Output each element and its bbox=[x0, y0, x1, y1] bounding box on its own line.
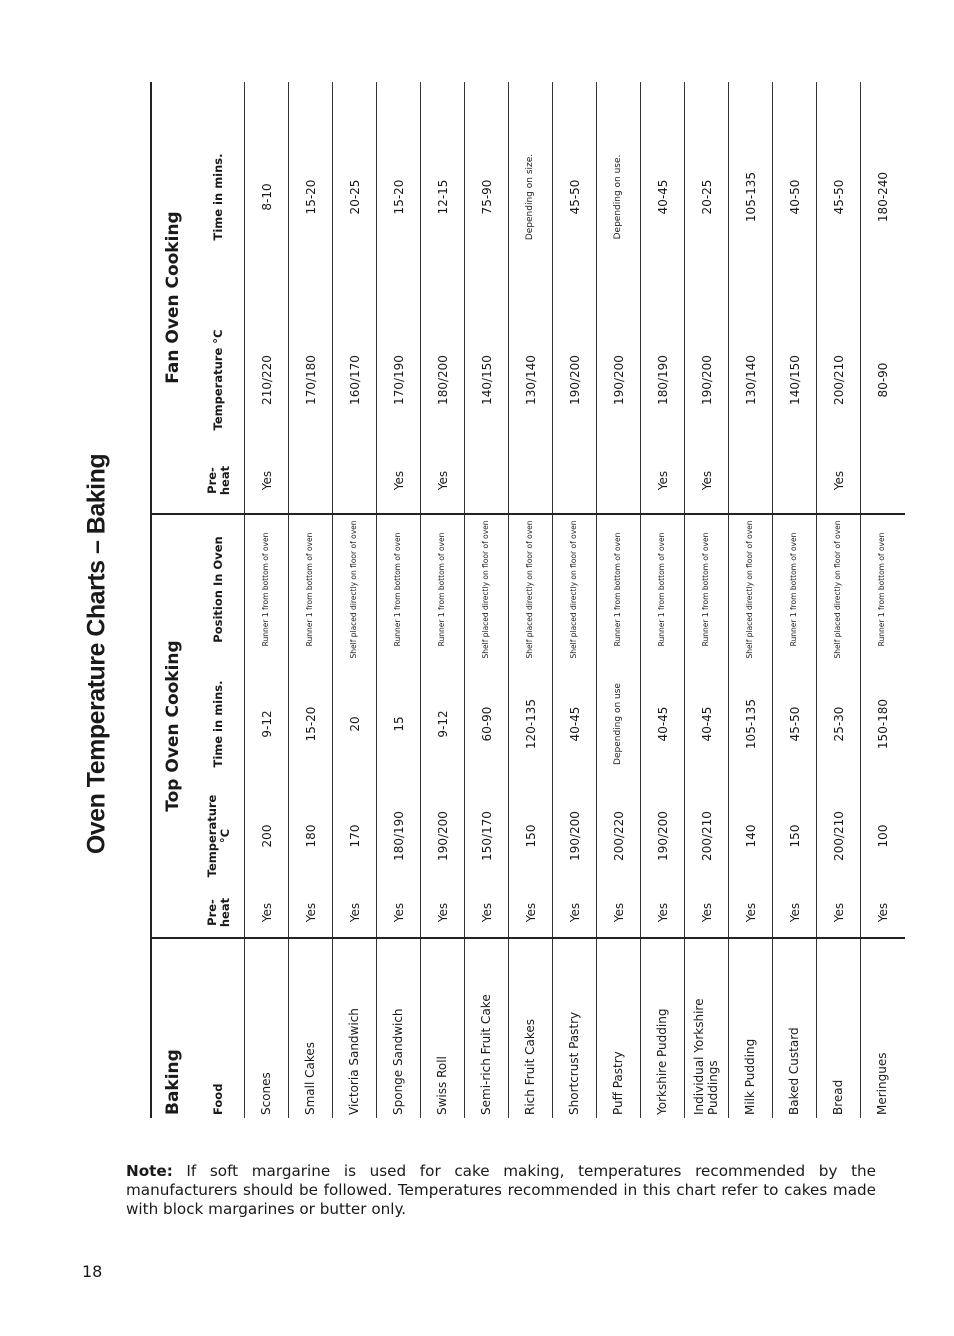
fan-temperature-cell: 170/180 bbox=[289, 312, 333, 448]
top-preheat-cell: Yes bbox=[245, 888, 289, 938]
top-time-cell: 120-135 bbox=[509, 664, 553, 784]
fan-preheat-cell: Yes bbox=[817, 448, 861, 514]
top-preheat-cell: Yes bbox=[685, 888, 729, 938]
fan-time-cell: 40-45 bbox=[641, 82, 685, 312]
fan-preheat-cell bbox=[773, 448, 817, 514]
oven-temperature-table bbox=[150, 82, 905, 1118]
fan-preheat-cell bbox=[597, 448, 641, 514]
fan-time-cell: 20-25 bbox=[333, 82, 377, 312]
column-header-row bbox=[194, 82, 245, 1118]
fan-temperature-cell: 130/140 bbox=[729, 312, 773, 448]
top-temperature-cell: 170 bbox=[333, 784, 377, 888]
header-food: Food bbox=[211, 1083, 226, 1115]
fan-time-cell: 180-240 bbox=[861, 82, 905, 312]
fan-preheat-cell: Yes bbox=[641, 448, 685, 514]
top-time-cell: 105-135 bbox=[729, 664, 773, 784]
fan-time-cell: 12-15 bbox=[421, 82, 465, 312]
table-row bbox=[685, 82, 729, 1118]
table-row bbox=[817, 82, 861, 1118]
top-time-cell: 9-12 bbox=[245, 664, 289, 784]
top-preheat-cell: Yes bbox=[773, 888, 817, 938]
top-temperature-cell: 150 bbox=[773, 784, 817, 888]
table-row bbox=[509, 82, 553, 1118]
top-time-cell: 40-45 bbox=[685, 664, 729, 784]
header-top-preheat: Pre- heat bbox=[194, 888, 245, 938]
table-row bbox=[861, 82, 905, 1118]
top-preheat-cell: Yes bbox=[509, 888, 553, 938]
position-cell: Shelf placed directly on floor of oven bbox=[817, 514, 861, 664]
position-cell: Runner 1 from bottom of oven bbox=[641, 514, 685, 664]
position-cell: Shelf placed directly on floor of oven bbox=[465, 514, 509, 664]
fan-preheat-cell bbox=[465, 448, 509, 514]
fan-time-cell: Depending on use. bbox=[597, 82, 641, 312]
table-row bbox=[729, 82, 773, 1118]
section-header-row bbox=[151, 82, 194, 1118]
top-time-cell: 25-30 bbox=[817, 664, 861, 784]
top-temperature-cell: 190/200 bbox=[641, 784, 685, 888]
fan-time-cell: 40-50 bbox=[773, 82, 817, 312]
fan-time-cell: 45-50 bbox=[553, 82, 597, 312]
food-cell: Victoria Sandwich bbox=[333, 938, 377, 1118]
fan-temperature-cell: 130/140 bbox=[509, 312, 553, 448]
header-fan-temperature: Temperature °C bbox=[211, 329, 226, 431]
table-row bbox=[245, 82, 289, 1118]
header-fan-time: Time in mins. bbox=[211, 153, 226, 241]
fan-temperature-cell: 190/200 bbox=[597, 312, 641, 448]
top-temperature-cell: 140 bbox=[729, 784, 773, 888]
top-time-cell: 15 bbox=[377, 664, 421, 784]
fan-preheat-cell bbox=[289, 448, 333, 514]
top-temperature-cell: 200/210 bbox=[817, 784, 861, 888]
table-body bbox=[245, 82, 905, 1118]
table-row bbox=[465, 82, 509, 1118]
table-row bbox=[773, 82, 817, 1118]
fan-temperature-cell: 200/210 bbox=[817, 312, 861, 448]
table-row bbox=[377, 82, 421, 1118]
baking-chart-rotated bbox=[150, 82, 890, 1118]
food-cell: Yorkshire Pudding bbox=[641, 938, 685, 1118]
page-title bbox=[82, 453, 112, 855]
top-time-cell: 45-50 bbox=[773, 664, 817, 784]
header-top-time: Time in mins. bbox=[211, 680, 226, 768]
top-temperature-cell: 180/190 bbox=[377, 784, 421, 888]
position-cell: Shelf placed directly on floor of oven bbox=[333, 514, 377, 664]
top-temperature-cell: 200 bbox=[245, 784, 289, 888]
top-preheat-cell: Yes bbox=[597, 888, 641, 938]
fan-preheat-cell bbox=[553, 448, 597, 514]
section-top-oven: Top Oven Cooking bbox=[151, 514, 194, 938]
position-cell: Runner 1 from bottom of oven bbox=[421, 514, 465, 664]
top-preheat-cell: Yes bbox=[421, 888, 465, 938]
top-time-cell: 40-45 bbox=[641, 664, 685, 784]
food-cell: Bread bbox=[817, 938, 861, 1118]
fan-preheat-cell bbox=[729, 448, 773, 514]
food-cell: Puff Pastry bbox=[597, 938, 641, 1118]
top-preheat-cell: Yes bbox=[289, 888, 333, 938]
fan-temperature-cell: 210/220 bbox=[245, 312, 289, 448]
fan-temperature-cell: 180/200 bbox=[421, 312, 465, 448]
fan-temperature-cell: 180/190 bbox=[641, 312, 685, 448]
top-time-cell: Depending on use bbox=[597, 664, 641, 784]
position-cell: Runner 1 from bottom of oven bbox=[377, 514, 421, 664]
top-temperature-cell: 190/200 bbox=[421, 784, 465, 888]
fan-temperature-cell: 190/200 bbox=[685, 312, 729, 448]
header-position: Position In Oven bbox=[211, 536, 226, 643]
page-title-text: Oven Temperature Charts – Baking bbox=[82, 453, 111, 855]
top-time-cell: 9-12 bbox=[421, 664, 465, 784]
top-temperature-cell: 150/170 bbox=[465, 784, 509, 888]
table-row bbox=[289, 82, 333, 1118]
fan-time-cell: 20-25 bbox=[685, 82, 729, 312]
note-text: If soft margarine is used for cake making, temperatures recommended by the manufacturers should be followed. Temperatures recommended in this chart refer to cakes made with block margarines or butter only. bbox=[126, 1162, 876, 1218]
food-cell: Scones bbox=[245, 938, 289, 1118]
fan-time-cell: Depending on size. bbox=[509, 82, 553, 312]
top-preheat-cell: Yes bbox=[729, 888, 773, 938]
table-row bbox=[597, 82, 641, 1118]
top-temperature-cell: 180 bbox=[289, 784, 333, 888]
fan-temperature-cell: 170/190 bbox=[377, 312, 421, 448]
food-cell: Swiss Roll bbox=[421, 938, 465, 1118]
position-cell: Runner 1 from bottom of oven bbox=[245, 514, 289, 664]
fan-temperature-cell: 80-90 bbox=[861, 312, 905, 448]
position-cell: Shelf placed directly on floor of oven bbox=[509, 514, 553, 664]
food-cell: Semi-rich Fruit Cake bbox=[465, 938, 509, 1118]
top-temperature-cell: 100 bbox=[861, 784, 905, 888]
position-cell: Runner 1 from bottom of oven bbox=[685, 514, 729, 664]
fan-preheat-cell: Yes bbox=[685, 448, 729, 514]
fan-time-cell: 45-50 bbox=[817, 82, 861, 312]
fan-time-cell: 8-10 bbox=[245, 82, 289, 312]
top-time-cell: 20 bbox=[333, 664, 377, 784]
table-row bbox=[421, 82, 465, 1118]
top-time-cell: 150-180 bbox=[861, 664, 905, 784]
food-cell: Individual Yorkshire Puddings bbox=[685, 938, 729, 1118]
fan-preheat-cell: Yes bbox=[245, 448, 289, 514]
table-row bbox=[333, 82, 377, 1118]
food-cell: Small Cakes bbox=[289, 938, 333, 1118]
top-time-cell: 15-20 bbox=[289, 664, 333, 784]
fan-preheat-cell: Yes bbox=[377, 448, 421, 514]
section-fan-oven: Fan Oven Cooking bbox=[151, 82, 194, 514]
fan-temperature-cell: 140/150 bbox=[465, 312, 509, 448]
position-cell: Shelf placed directly on floor of oven bbox=[553, 514, 597, 664]
food-cell: Sponge Sandwich bbox=[377, 938, 421, 1118]
food-cell: Milk Pudding bbox=[729, 938, 773, 1118]
food-cell: Meringues bbox=[861, 938, 905, 1118]
header-top-temperature: Temperature °C bbox=[204, 794, 232, 878]
position-cell: Runner 1 from bottom of oven bbox=[597, 514, 641, 664]
top-temperature-cell: 150 bbox=[509, 784, 553, 888]
top-temperature-cell: 190/200 bbox=[553, 784, 597, 888]
fan-preheat-cell: Yes bbox=[421, 448, 465, 514]
position-cell: Shelf placed directly on floor of oven bbox=[729, 514, 773, 664]
page-number: 18 bbox=[82, 1262, 103, 1281]
position-cell: Runner 1 from bottom of oven bbox=[289, 514, 333, 664]
fan-time-cell: 75-90 bbox=[465, 82, 509, 312]
position-cell: Runner 1 from bottom of oven bbox=[773, 514, 817, 664]
table-row bbox=[641, 82, 685, 1118]
header-fan-preheat: Pre- heat bbox=[194, 448, 245, 514]
fan-preheat-cell bbox=[509, 448, 553, 514]
top-preheat-cell: Yes bbox=[465, 888, 509, 938]
food-cell: Baked Custard bbox=[773, 938, 817, 1118]
section-baking: Baking bbox=[151, 938, 194, 1118]
top-temperature-cell: 200/220 bbox=[597, 784, 641, 888]
fan-temperature-cell: 190/200 bbox=[553, 312, 597, 448]
top-time-cell: 40-45 bbox=[553, 664, 597, 784]
food-cell: Shortcrust Pastry bbox=[553, 938, 597, 1118]
top-preheat-cell: Yes bbox=[641, 888, 685, 938]
top-preheat-cell: Yes bbox=[817, 888, 861, 938]
fan-time-cell: 15-20 bbox=[289, 82, 333, 312]
top-preheat-cell: Yes bbox=[333, 888, 377, 938]
position-cell: Runner 1 from bottom of oven bbox=[861, 514, 905, 664]
fan-preheat-cell bbox=[861, 448, 905, 514]
food-cell: Rich Fruit Cakes bbox=[509, 938, 553, 1118]
fan-temperature-cell: 140/150 bbox=[773, 312, 817, 448]
table-row bbox=[553, 82, 597, 1118]
baking-chart bbox=[150, 82, 890, 1118]
fan-temperature-cell: 160/170 bbox=[333, 312, 377, 448]
top-preheat-cell: Yes bbox=[553, 888, 597, 938]
note-label: Note: bbox=[126, 1162, 173, 1180]
top-time-cell: 60-90 bbox=[465, 664, 509, 784]
top-temperature-cell: 200/210 bbox=[685, 784, 729, 888]
fan-preheat-cell bbox=[333, 448, 377, 514]
note-paragraph bbox=[126, 1162, 876, 1219]
fan-time-cell: 105-135 bbox=[729, 82, 773, 312]
top-preheat-cell: Yes bbox=[377, 888, 421, 938]
fan-time-cell: 15-20 bbox=[377, 82, 421, 312]
top-preheat-cell: Yes bbox=[861, 888, 905, 938]
